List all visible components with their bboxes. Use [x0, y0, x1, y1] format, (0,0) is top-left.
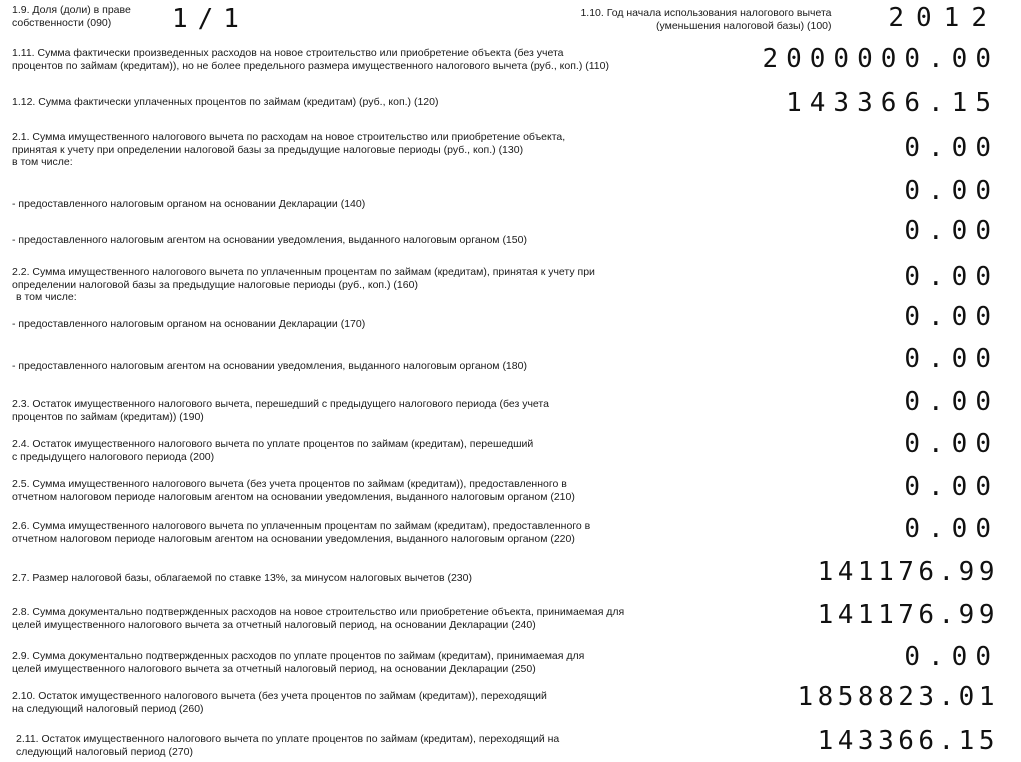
field-200-label: 2.4. Остаток имущественного налогового вычета по уплате процентов по займам (кредитам), перешедший с предыдущего налогового периода (200) — [12, 438, 534, 463]
field-120-label: 1.12. Сумма фактически уплаченных процентов по займам (кредитам) (руб., коп.) (120) — [12, 96, 439, 108]
field-240-value: 141176.99 — [817, 600, 999, 630]
field-210-label: 2.5. Сумма имущественного налогового вычета (без учета процентов по займам (кредитам)), предоставленного в отчетном налоговом периоде налоговым агентом на основании уведомления, выданного налоговым органом (210) — [12, 478, 575, 503]
field-260-label: 2.10. Остаток имущественного налогового вычета (без учета процентов по займам (кредитам)), переходящий на следующий налоговый период (260) — [12, 690, 547, 715]
field-220-value: 0.00 — [904, 514, 999, 544]
field-190-label: 2.3. Остаток имущественного налогового вычета, перешедший с предыдущего налогового периода (без учета процентов по займам (кредитам)) (190) — [12, 398, 549, 423]
field-130-label: 2.1. Сумма имущественного налогового вычета по расходам на новое строительство или приобретение объекта, принятая к учету при определении налоговой базы за предыдущие налоговые периоды (руб., коп.) (130) в том числе: — [12, 131, 566, 168]
field-180-label: - предоставленного налоговым агентом на основании уведомления, выданного налоговым органом (180) — [12, 360, 527, 372]
field-140-value: 0.00 — [904, 176, 999, 206]
field-190-value: 0.00 — [904, 387, 999, 417]
field-240-label: 2.8. Сумма документально подтвержденных расходов на новое строительство или приобретение объекта, принимаемая для целей имущественного налогового вычета за отчетный налоговый период, на основании Декларации (240) — [12, 606, 625, 631]
field-130-value: 0.00 — [904, 133, 999, 163]
field-150-value: 0.00 — [904, 216, 999, 246]
field-220-label: 2.6. Сумма имущественного налогового вычета по уплаченным процентам по займам (кредитам), предоставленного в отчетном налоговом периоде налоговым агентом на основании уведомления, выданного налоговым органом (220) — [12, 520, 591, 545]
field-120-value: 143366.15 — [786, 88, 999, 118]
field-250-label: 2.9. Сумма документально подтвержденных расходов по уплате процентов по займам (кредитам), принимаемая для целей имущественного налогового вычета за отчетный налоговый период, на основании Декларации (250) — [12, 650, 585, 675]
field-160-label: 2.2. Сумма имущественного налогового вычета по уплаченным процентам по займам (кредитам), принятая к учету при определении налоговой базы за предыдущие налоговые периоды (руб., коп.) (160) в том числе: — [12, 266, 595, 303]
field-230-label: 2.7. Размер налоговой базы, облагаемой по ставке 13%, за минусом налоговых вычетов (230) — [12, 572, 472, 584]
field-150-label: - предоставленного налоговым агентом на основании уведомления, выданного налоговым органом (150) — [12, 234, 527, 246]
field-140-label: - предоставленного налоговым органом на основании Декларации (140) — [12, 198, 366, 210]
field-270-label: 2.11. Остаток имущественного налогового вычета по уплате процентов по займам (кредитам), переходящий на следующий налоговый период (270) — [16, 733, 560, 758]
field-200-value: 0.00 — [904, 429, 999, 459]
field-110-value: 2000000.00 — [762, 44, 999, 74]
field-110-label: 1.11. Сумма фактически произведенных расходов на новое строительство или приобретение объекта (без учета процентов по займам (кредитам)), но не более предельного размера имущественного налогового вычета (руб., коп.) (110) — [12, 47, 609, 72]
field-160-value: 0.00 — [904, 262, 999, 292]
field-260-value: 1858823.01 — [797, 682, 999, 712]
field-180-value: 0.00 — [904, 344, 999, 374]
field-270-value: 143366.15 — [817, 726, 999, 756]
field-210-value: 0.00 — [904, 472, 999, 502]
field-170-value: 0.00 — [904, 302, 999, 332]
field-100-value: 2012 — [888, 3, 999, 33]
field-090-value: 1/1 — [172, 4, 249, 34]
field-100-label: 1.10. Год начала использования налогового вычета (уменьшения налоговой базы) (100) — [580, 7, 832, 32]
field-230-value: 141176.99 — [817, 557, 999, 587]
field-250-value: 0.00 — [904, 642, 999, 672]
field-090-label: 1.9. Доля (доли) в праве собственности (090) — [12, 4, 131, 29]
field-170-label: - предоставленного налоговым органом на основании Декларации (170) — [12, 318, 366, 330]
